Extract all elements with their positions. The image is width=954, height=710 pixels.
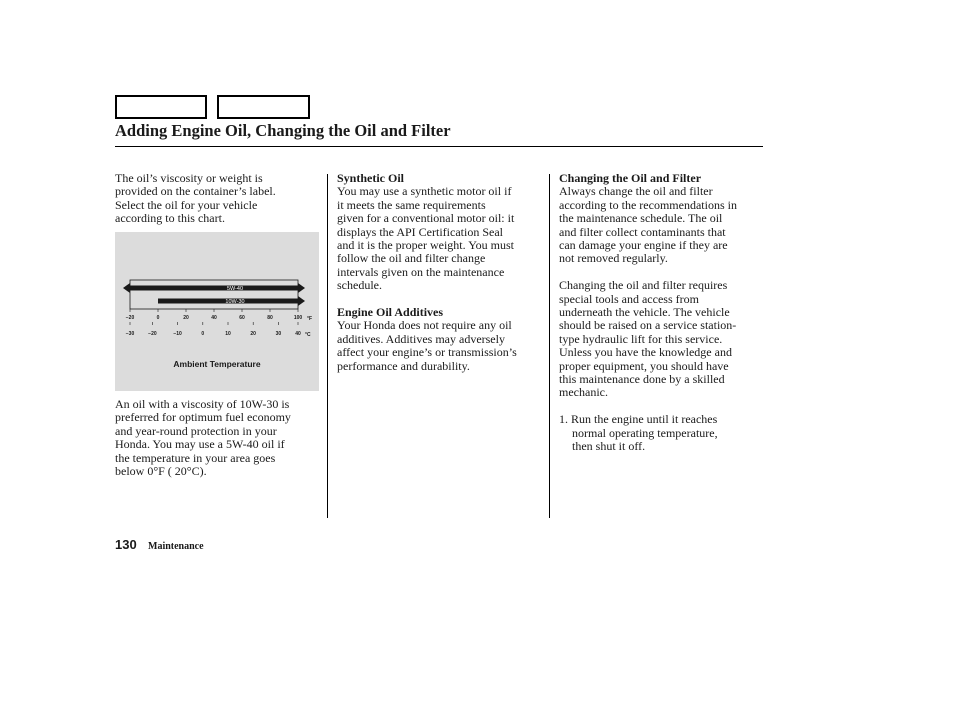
header-tab-box-right <box>217 95 310 119</box>
text-line: performance and durability. <box>337 358 470 373</box>
text-line: and year-round protection in your <box>115 423 277 438</box>
text-line: preferred for optimum fuel economy <box>115 410 291 425</box>
chart-arrow-right <box>298 296 305 306</box>
unit-label-c: °C <box>305 332 311 338</box>
text-line: You may use a synthetic motor oil if <box>337 184 512 199</box>
viscosity-chart <box>115 232 319 391</box>
column-divider <box>549 174 550 518</box>
column-divider <box>327 174 328 518</box>
page-number: 130 <box>115 537 137 552</box>
text-line: this maintenance done by a skilled <box>559 372 725 387</box>
text-line: below 0°F ( 20°C). <box>115 464 207 479</box>
tick-label-c: 20 <box>250 331 256 337</box>
text-line: can damage your engine if they are <box>559 238 728 253</box>
text-line: Always change the oil and filter <box>559 184 713 199</box>
text-line: intervals given on the maintenance <box>337 264 505 279</box>
text-line: displays the API Certification Seal <box>337 224 503 239</box>
col2 <box>337 172 517 373</box>
text-line: underneath the vehicle. The vehicle <box>559 305 730 320</box>
tick-label-f: 80 <box>267 315 273 321</box>
series-label: 10W-30 <box>225 299 245 305</box>
step-line: then shut it off. <box>572 439 646 454</box>
tick-label-f: −20 <box>125 315 135 321</box>
tick-label-c: 30 <box>275 331 282 337</box>
tick-label-c: 10 <box>225 331 231 337</box>
text-line: Changing the oil and filter requires <box>559 278 728 293</box>
tick-label-c: 0 <box>201 331 205 337</box>
tick-label-c: −10 <box>173 331 182 337</box>
series-label: 5W-40 <box>226 286 244 292</box>
text-line: Unless you have the knowledge and <box>559 345 732 360</box>
text-line: Honda. You may use a 5W-40 oil if <box>115 437 285 452</box>
text-line: mechanic. <box>559 385 608 400</box>
tick-label-f: 60 <box>239 315 245 321</box>
text-line: according to this chart. <box>115 211 225 226</box>
unit-label-f: °F <box>307 316 313 322</box>
col1-intro <box>115 172 276 226</box>
title-rule <box>115 146 763 147</box>
tick-label-f: 20 <box>183 315 189 321</box>
chart-arrow-left <box>123 283 130 293</box>
text-line: follow the oil and filter change <box>337 251 486 266</box>
text-line: and filter collect contaminants that <box>559 224 726 239</box>
chart-frame <box>130 280 298 309</box>
text-line: given for a conventional motor oil: it <box>337 211 515 226</box>
text-line: according to the recommendations in <box>559 197 737 212</box>
col1-body <box>115 398 291 478</box>
text-line: Your Honda does not require any oil <box>337 318 512 333</box>
section-heading-engine-oil-additives: Engine Oil Additives <box>337 305 444 320</box>
text-line: not removed regularly. <box>559 251 668 266</box>
text-line: The oil’s viscosity or weight is <box>115 171 263 185</box>
tick-label-f: 0 <box>156 315 160 321</box>
x-axis-label: Ambient Temperature <box>173 359 261 369</box>
text-line: type hydraulic lift for this service. <box>559 331 723 346</box>
text-line: provided on the container’s label. <box>115 184 276 199</box>
text-line: An oil with a viscosity of 10W-30 is <box>115 397 290 411</box>
text-line: affect your engine’s or transmission’s <box>337 345 517 360</box>
tick-label-f: 40 <box>211 315 217 321</box>
text-line: special tools and access from <box>559 291 699 306</box>
text-line: the maintenance schedule. The oil <box>559 211 723 226</box>
footer-section-name: Maintenance <box>148 541 204 552</box>
tick-label-c: −30 <box>125 331 135 337</box>
page-title: Adding Engine Oil, Changing the Oil and Filter <box>115 121 451 140</box>
tick-label-f: 100 <box>293 315 303 321</box>
text-line: Select the oil for your vehicle <box>115 197 258 212</box>
section-heading-changing-oil-filter: Changing the Oil and Filter <box>559 171 702 185</box>
text-line: should be raised on a service station- <box>559 318 737 333</box>
chart-bar <box>130 286 298 291</box>
tick-label-c: −20 <box>148 331 157 337</box>
text-line: and it is the proper weight. You must <box>337 238 514 253</box>
step-line: 1. Run the engine until it reaches <box>559 412 718 427</box>
text-line: it meets the same requirements <box>337 197 486 212</box>
tick-label-c: 40 <box>295 331 301 337</box>
step-line: normal operating temperature, <box>572 425 718 440</box>
header-tab-box-left <box>115 95 207 119</box>
text-line: proper equipment, you should have <box>559 358 729 373</box>
chart-svg <box>115 232 319 391</box>
col3 <box>559 172 737 454</box>
text-line: additives. Additives may adversely <box>337 331 505 346</box>
text-line: the temperature in your area goes <box>115 450 276 465</box>
section-heading-synthetic-oil: Synthetic Oil <box>337 171 405 185</box>
text-line: schedule. <box>337 278 382 293</box>
chart-arrow-right <box>298 283 305 293</box>
